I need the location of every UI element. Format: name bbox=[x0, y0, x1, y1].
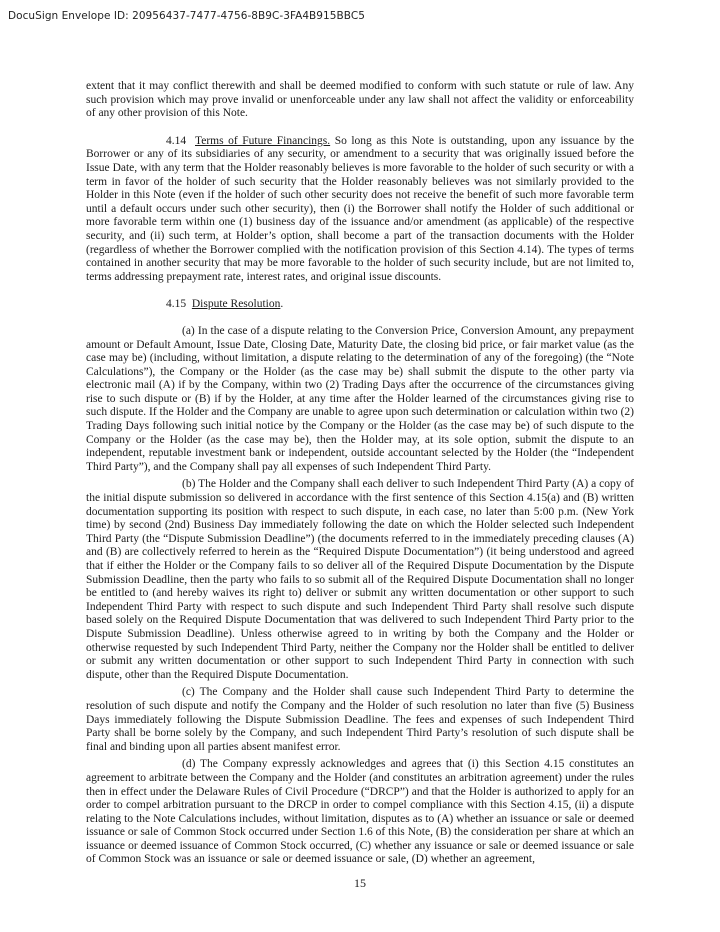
section-4-14-number: 4.14 bbox=[166, 134, 187, 147]
section-4-14-body: So long as this Note is outstanding, upon any issuance by the Borrower or any of its subsidiaries of any security, or amendment to a security that was originally issued before the Issue Date, with any term that the Holder reasonably believes is more favorable to the holder of such security or with a term in favor of the holder of such security that the Holder reasonably believes was not similarly provided to the Holder in this Note (even if the holder of such other security does not receive the benefit of such more favorable term until a default occurs under such other security), then (i) the Borrower shall notify the Holder of such additional or more favorable term within one (1) business day of the issuance and/or amendment (as applicable) of the respective security, and (ii) such term, at Holder’s option, shall become a part of the transaction documents with the Holder (regardless of whether the Borrower complied with the notification provision of this Section 4.14). The types of terms contained in another security that may be more favorable to the holder of such security include, but are not limited to, terms addressing prepayment rate, interest rates, and original issue discounts. bbox=[86, 134, 635, 283]
section-4-14 bbox=[86, 135, 634, 285]
page-number: 15 bbox=[354, 876, 366, 890]
paragraph-a: (a) In the case of a dispute relating to the Conversion Price, Conversion Amount, any prepayment amount or Default Amount, Issue Date, Closing Date, Maturity Date, the closing bid price, or fair market value (as the case may be) (including, without limitation, a dispute relating to the determination of any of the foregoing) (the “Note Calculations”), the Company or the Holder (as the case may be) shall submit the dispute to the other party via electronic mail (A) if by the Company, within two (2) Trading Days after the occurrence of the circumstances giving rise to such dispute or (B) if by the Holder, at any time after the Holder learned of the circumstances giving rise to such dispute. If the Holder and the Company are unable to agree upon such determination or calculation within two (2) Trading Days following such initial notice by the Company or the Holder (as the case may be) of such dispute to the Company or the Holder (as the case may be), then the Holder may, at its sole option, submit the dispute to an independent, reputable investment bank or independent, outside accountant selected by the Holder (the “Independent Third Party”), and the Company shall pay all expenses of such Independent Third Party. bbox=[86, 324, 634, 473]
paragraph-b: (b) The Holder and the Company shall each deliver to such Independent Third Party (A) a copy of the initial dispute submission so delivered in accordance with the first sentence of this Section 4.15(a) and (B) written documentation supporting its position with respect to such dispute, in each case, no later than 5:00 p.m. (New York time) by second (2nd) Business Day immediately following the date on which the Holder selected such Independent Third Party (the “Dispute Submission Deadline”) (the documents referred to in the immediately preceding clauses (A) and (B) are collectively referred to herein as the “Required Dispute Documentation”) (it being understood and agreed that if either the Holder or the Company fails to so deliver all of the Required Dispute Documentation by the Dispute Submission Deadline, then the party who fails to so submit all of the Required Dispute Documentation shall no longer be entitled to (and hereby waives its right to) deliver or submit any written documentation or other support to such Independent Third Party with respect to such dispute and such Independent Third Party shall resolve such dispute based solely on the Required Dispute Documentation that was delivered to such Independent Third Party prior to the Dispute Submission Deadline). Unless otherwise agreed to in writing by both the Company and the Holder or otherwise requested by such Independent Third Party, neither the Company nor the Holder shall be entitled to deliver or submit any written documentation or other support to such Independent Third Party in connection with such dispute, other than the Required Dispute Documentation. bbox=[86, 478, 634, 681]
section-4-15-title: Dispute Resolution bbox=[191, 298, 281, 311]
paragraph-c: (c) The Company and the Holder shall cause such Independent Third Party to determine the resolution of such dispute and notify the Company and the Holder of such resolution no later than five (5) Business Days immediately following the Dispute Submission Deadline. The fees and expenses of such Independent Third Party shall be borne solely by the Company, and such Independent Third Party’s resolution of such dispute shall be final and binding upon all parties absent manifest error. bbox=[86, 686, 634, 753]
document-body bbox=[86, 80, 634, 867]
section-4-15-title-period: . bbox=[280, 298, 284, 311]
section-4-15-number: 4.15 bbox=[166, 298, 187, 311]
docusign-envelope-id: DocuSign Envelope ID: 20956437-7477-4756-8B9C-3FA4B915BBC5 bbox=[8, 10, 365, 22]
section-4-15-heading bbox=[86, 298, 634, 312]
paragraph-d: (d) The Company expressly acknowledges and agrees that (i) this Section 4.15 constitutes an agreement to arbitrate between the Company and the Holder (and constitutes an arbitration agreement) under the rules then in effect under the Delaware Rules of Civil Procedure (“DRCP”) and that the Holder is authorized to apply for an order to compel arbitration pursuant to the DRCP in order to compel compliance with this Section 4.15, (ii) a dispute relating to the Note Calculations includes, without limitation, disputes as to (A) whether an issuance or sale or deemed issuance or sale of Common Stock occurred under Section 1.6 of this Note, (B) the consideration per share at which an issuance or deemed issuance of Common Stock occurred, (C) whether any issuance or sale or deemed issuance or sale of Common Stock was an issuance or sale or deemed issuance or sale, (D) whether an agreement, bbox=[86, 758, 634, 866]
intro-paragraph: extent that it may conflict therewith and shall be deemed modified to conform with such statute or rule of law. Any such provision which may prove invalid or unenforceable under any law shall not affect the validity or enforceability of any other provision of this Note. bbox=[86, 80, 634, 120]
section-4-14-title: Terms of Future Financings. bbox=[195, 134, 331, 147]
